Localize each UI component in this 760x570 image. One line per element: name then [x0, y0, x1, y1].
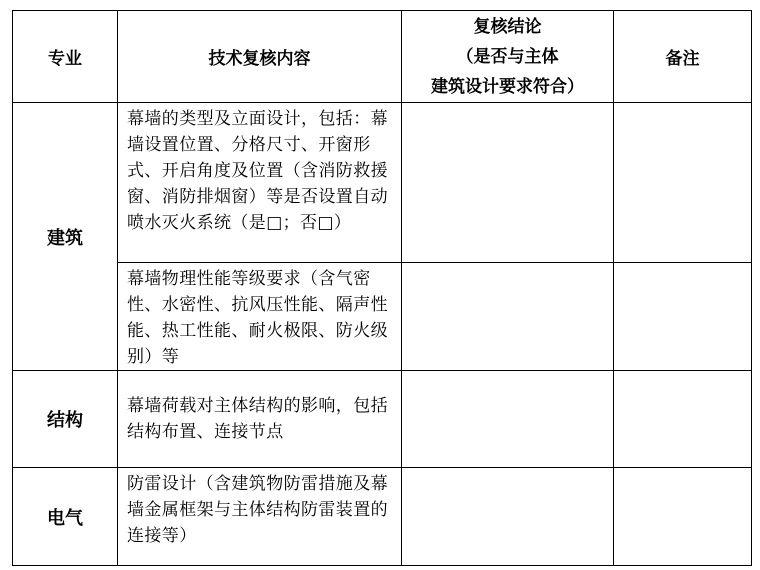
conclusion-cell[interactable] — [402, 371, 614, 468]
remarks-cell[interactable] — [614, 103, 752, 263]
major-cell-electrical: 电气 — [13, 468, 118, 566]
header-row — [13, 11, 752, 103]
header-conclusion-line-1: 复核结论 — [473, 16, 542, 37]
header-conclusion-line-2: （是否与主体 — [456, 46, 559, 67]
table-row — [13, 468, 752, 566]
table-row — [13, 371, 752, 468]
major-cell-structure: 结构 — [13, 371, 118, 468]
conclusion-cell[interactable] — [402, 103, 614, 263]
header-review-content: 技术复核内容 — [118, 11, 402, 103]
conclusion-cell[interactable] — [402, 263, 614, 371]
remarks-cell[interactable] — [614, 263, 752, 371]
review-content-cell: 幕墙荷载对主体结构的影响，包括结构布置、连接节点 — [118, 371, 402, 468]
header-major: 专业 — [13, 11, 118, 103]
review-content-cell: 幕墙物理性能等级要求（含气密性、水密性、抗风压性能、隔声性能、热工性能、耐火极限、防火级别）等 — [118, 263, 402, 371]
header-review-conclusion — [402, 11, 614, 103]
major-cell-architecture: 建筑 — [13, 103, 118, 371]
review-content-cell: 幕墙的类型及立面设计，包括：幕墙设置位置、分格尺寸、开窗形式、开启角度及位置（含消防救援窗、消防排烟窗）等是否设置自动喷水灭火系统（是□；否□） — [118, 103, 402, 263]
header-conclusion-line-3: 建筑设计要求符合） — [431, 76, 584, 97]
review-content-cell: 防雷设计（含建筑物防雷措施及幕墙金属框架与主体结构防雷装置的连接等） — [118, 468, 402, 566]
table-row — [13, 103, 752, 263]
remarks-cell[interactable] — [614, 371, 752, 468]
technical-review-table — [12, 10, 752, 566]
conclusion-cell[interactable] — [402, 468, 614, 566]
table-row — [13, 263, 752, 371]
remarks-cell[interactable] — [614, 468, 752, 566]
header-remarks: 备注 — [614, 11, 752, 103]
